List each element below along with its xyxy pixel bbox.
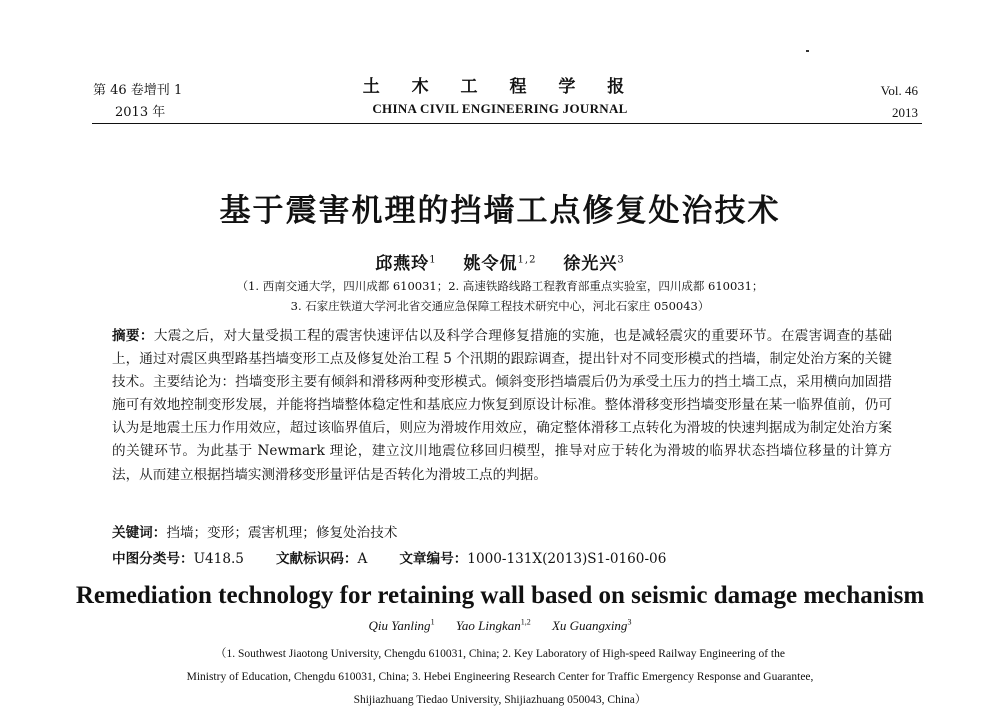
author-affil-mark: 3	[617, 254, 625, 266]
abstract-label: 摘要：	[112, 328, 154, 344]
author-name: 徐光兴	[563, 254, 618, 274]
abstract-text: 大震之后，对大量受损工程的震害快速评估以及科学合理修复措施的实施，也是减轻震灾的重要环节。在震害调查的基础上，通过对震区典型路基挡墙变形工点及修复处治工程 5 个汛期的跟踪调查，提出针对不同变形模式的挡墙，制定处治方案的关键技术。主要结论为：挡墙变形主要有倾斜和滑移两种变形模式。倾斜变形挡墙震后仍为承受土压力的挡土墙工点，采用横向加固措施可有效地控制变形发展，并能将挡墙整体稳定性和基底应力恢复到原设计标准。整体滑移变形挡墙变形量在某一临界值前，仍可认为是地震土压力作用效应，超过该临界值后，则应为滑坡作用效应，确定整体滑移工点转化为滑坡的快速判据成为制定处治方案的关键环节。为此基于 Newmark 理论，建立汶川地震位移回归模型，推导对应于转化为滑坡的临界状态挡墙位移量的计算方法，从而建立根据挡墙实测滑移变形量评估是否转化为滑坡工点的判据。	[112, 328, 893, 483]
author-affil-mark: 1	[430, 618, 435, 627]
journal-name	[0, 76, 1000, 120]
keywords-label: 关键词：	[112, 525, 167, 541]
clc-value: U418.5	[193, 551, 244, 567]
paper-title-en: Remediation technology for retaining wall based on seismic damage mechanism	[75, 582, 925, 609]
affiliation-cn-line2: 3. 石家庄铁道大学河北省交通应急保障工程技术研究中心，河北石家庄 050043）	[290, 299, 710, 313]
affiliation-en	[0, 643, 1000, 712]
article-no-label: 文章编号：	[399, 551, 468, 567]
journal-volume-en	[860, 80, 918, 124]
author-name: 邱燕玲	[375, 254, 430, 274]
abstract-cn	[112, 325, 892, 487]
author-name: 姚令侃	[463, 254, 518, 274]
doc-code-value: A	[357, 551, 368, 567]
author-list-en	[0, 618, 1000, 634]
doc-code-label: 文献标识码：	[275, 551, 358, 567]
affiliation-cn-line1: （1. 西南交通大学，四川成都 610031；2. 高速铁路线路工程教育部重点实验室，四川成都 610031；	[236, 279, 764, 293]
header-rule	[92, 123, 922, 124]
affiliation-en-line2: Ministry of Education, Chengdu 610031, China; 3. Hebei Engineering Research Center for Traffic Emergency Response and Guarantee,	[186, 671, 814, 683]
author-affil-mark: 1	[429, 254, 437, 266]
author-en	[369, 618, 435, 633]
author-affil-mark: 1,2	[520, 618, 531, 627]
author-name: Xu Guangxing	[551, 618, 628, 634]
keywords-cn	[112, 521, 397, 541]
scan-speck	[806, 50, 809, 52]
classification-line	[112, 547, 666, 567]
author-list-cn	[0, 249, 1000, 274]
year-label: 2013 年	[115, 105, 166, 120]
author-name: Qiu Yanling	[368, 618, 431, 634]
affiliation-en-line1: （1. Southwest Jiaotong University, Chengdu 610031, China; 2. Key Laboratory of High-speed Railway Engineering of the	[214, 648, 785, 660]
author-affil-mark: 3	[627, 618, 632, 627]
article-no-value: 1000-131X(2013)S1-0160-06	[467, 551, 667, 567]
author-affil-mark: 1,2	[517, 254, 537, 266]
keywords-text: 挡墙；变形；震害机理；修复处治技术	[166, 525, 398, 541]
year-en-label: 2013	[892, 105, 918, 120]
author-en	[552, 618, 631, 633]
author-name: Yao Lingkan	[455, 618, 521, 634]
author-cn	[375, 254, 436, 274]
author-cn	[563, 254, 624, 274]
author-cn	[464, 254, 537, 274]
volume-label: 第 46 卷增刊 1	[93, 83, 183, 98]
volume-en-label: Vol. 46	[880, 83, 918, 98]
author-en	[456, 618, 531, 633]
journal-name-en: CHINA CIVIL ENGINEERING JOURNAL	[372, 101, 628, 116]
affiliation-en-line3: Shijiazhuang Tiedao University, Shijiazhuang 050043, China）	[353, 694, 647, 706]
clc-label: 中图分类号：	[112, 551, 194, 567]
journal-name-cn: 土 木 工 程 学 报	[362, 77, 638, 97]
paper-title-cn: 基于震害机理的挡墙工点修复处治技术	[219, 193, 781, 229]
